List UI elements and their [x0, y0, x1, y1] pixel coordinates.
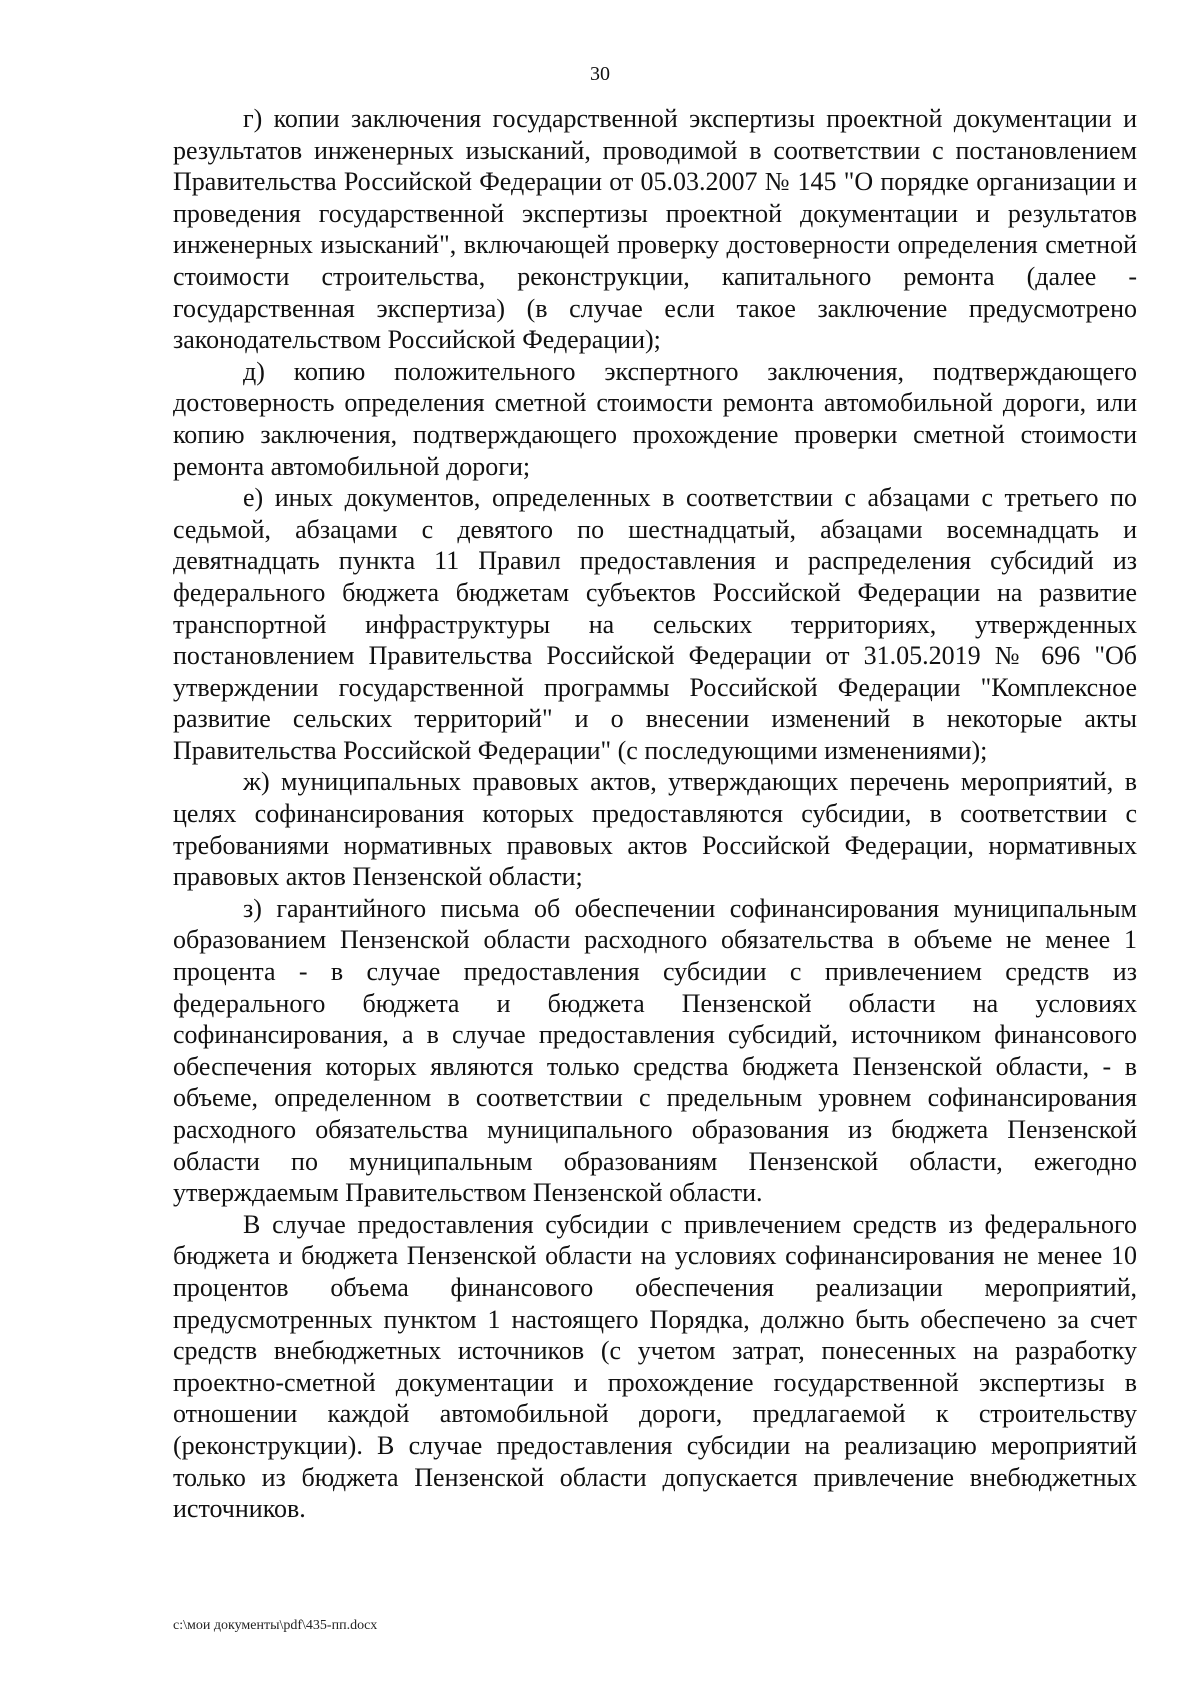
page-number: 30 — [590, 63, 610, 85]
paragraph-e: е) иных документов, определенных в соответствии с абзацами с третьего по седьмой, абзацами с девятого по шестнадцатый, абзацами восемнадцать и девятнадцать пункта 11 Правил предоставления и распределения субсидий из федерального бюджета бюджетам субъектов Российской Федерации на развитие транспортной инфраструктуры на сельских территориях, утвержденных постановлением Правительства Российской Федерации от 31.05.2019 № 696 "Об утверждении государственной программы Российской Федерации "Комплексное развитие сельских территорий" и о внесении изменений в некоторые акты Правительства Российской Федерации" (с последующими изменениями); — [173, 483, 1137, 765]
paragraph-zh: ж) муниципальных правовых актов, утверждающих перечень мероприятий, в целях софинансирования которых предоставляются субсидии, в соответствии с требованиями нормативных правовых актов Российской Федерации, нормативных правовых актов Пензенской области; — [173, 767, 1137, 892]
paragraph-d: д) копию положительного экспертного заключения, подтверждающего достоверность определения сметной стоимости ремонта автомобильной дороги, или копию заключения, подтверждающего прохождение проверки сметной стоимости ремонта автомобильной дороги; — [173, 356, 1137, 481]
paragraph-z: з) гарантийного письма об обеспечении софинансирования муниципальным образованием Пензенской области расходного обязательства в объеме не менее 1 процента - в случае предоставления субсидии с привлечением средств из федерального бюджета и бюджета Пензенской области на условиях софинансирования, а в случае предоставления субсидий, источником финансового обеспечения которых являются только средства бюджета Пензенской области, - в объеме, определенном в соответствии с предельным уровнем софинансирования расходного обязательства муниципального образования из бюджета Пензенской области по муниципальным образованиям Пензенской области, ежегодно утверждаемым Правительством Пензенской области. — [173, 893, 1137, 1208]
paragraph-final: В случае предоставления субсидии с привлечением средств из федерального бюджета и бюджета Пензенской области на условиях софинансирования не менее 10 процентов объема финансового обеспечения реализации мероприятий, предусмотренных пунктом 1 настоящего Порядка, должно быть обеспечено за счет средств внебюджетных источников (с учетом затрат, понесенных на разработку проектно-сметной документации и прохождение государственной экспертизы в отношении каждой автомобильной дороги, предлагаемой к строительству (реконструкции). В случае предоставления субсидии на реализацию мероприятий только из бюджета Пензенской области допускается привлечение внебюджетных источников. — [173, 1209, 1137, 1524]
paragraph-g: г) копии заключения государственной экспертизы проектной документации и результатов инженерных изысканий, проводимой в соответствии с постановлением Правительства Российской Федерации от 05.03.2007 № 145 "О порядке организации и проведения государственной экспертизы проектной документации и результатов инженерных изысканий", включающей проверку достоверности определения сметной стоимости строительства, реконструкции, капитального ремонта (далее - государственная экспертиза) (в случае если такое заключение предусмотрено законодательством Российской Федерации); — [173, 104, 1137, 355]
footer-file-path: c:\мои документы\pdf\435-пп.docx — [173, 1618, 378, 1633]
document-body — [173, 103, 1137, 1525]
